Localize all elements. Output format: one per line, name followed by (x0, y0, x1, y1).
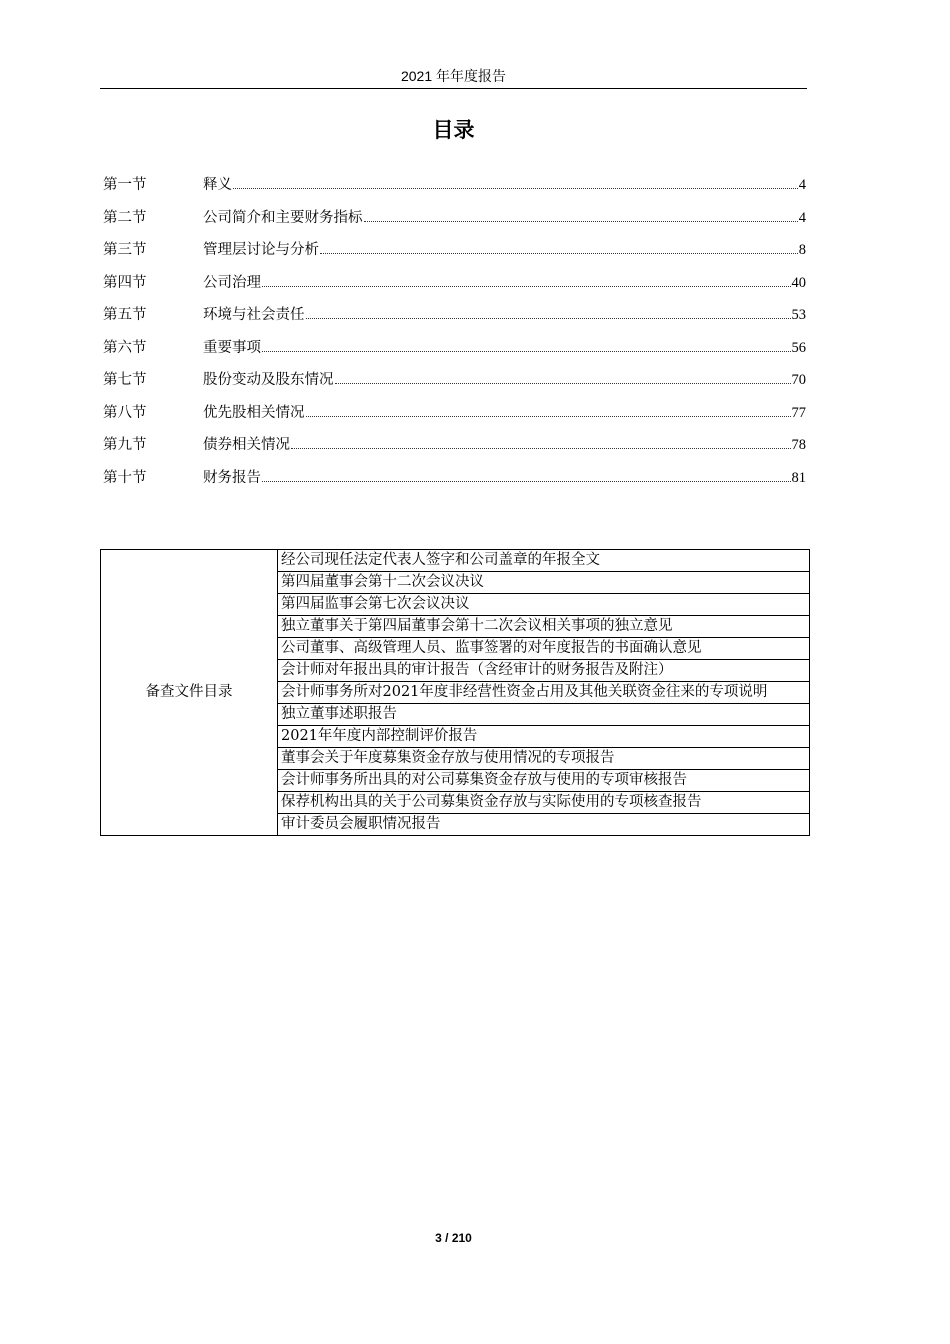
toc-section-title: 财务报告 (203, 469, 261, 486)
toc-section-title: 释义 (203, 177, 232, 193)
toc-page-number: 56 (791, 339, 806, 356)
toc-page-number: 77 (791, 404, 806, 421)
toc-entry[interactable] (103, 207, 806, 240)
toc-entry[interactable] (103, 337, 806, 370)
reference-documents-label: 备查文件目录 (101, 550, 278, 836)
toc-section-title: 公司简介和主要财务指标 (203, 209, 363, 226)
toc-section-title: 优先股相关情况 (203, 404, 305, 421)
toc-section-title: 公司治理 (203, 274, 261, 291)
reference-document-item: 2021年年度内部控制评价报告 (278, 726, 810, 748)
reference-document-item: 经公司现任法定代表人签字和公司盖章的年报全文 (278, 550, 810, 572)
toc-dot-leader (262, 480, 791, 482)
toc-page-number: 53 (791, 307, 806, 323)
toc-page-number: 8 (798, 242, 806, 258)
reference-document-item: 审计委员会履职情况报告 (278, 814, 810, 836)
reference-document-item: 第四届监事会第七次会议决议 (278, 594, 810, 616)
reference-documents-table (100, 549, 810, 836)
page-title: 目录 (432, 118, 475, 142)
toc-section-number: 第三节 (103, 242, 147, 258)
toc-section-title: 重要事项 (203, 339, 261, 356)
toc-page-number: 70 (791, 372, 806, 388)
toc-dot-leader (306, 415, 791, 417)
reference-document-item: 公司董事、高级管理人员、监事签署的对年度报告的书面确认意见 (278, 638, 810, 660)
reference-document-item: 会计师对年报出具的审计报告（含经审计的财务报告及附注） (278, 660, 810, 682)
reference-document-item: 董事会关于年度募集资金存放与使用情况的专项报告 (278, 748, 810, 770)
table-of-contents (103, 174, 806, 499)
toc-section-number: 第二节 (103, 209, 147, 226)
toc-entry[interactable] (103, 272, 806, 305)
running-header: 2021 年年度报告 (400, 68, 507, 84)
toc-entry[interactable] (103, 402, 806, 435)
toc-section-number: 第九节 (103, 437, 147, 453)
toc-page-number: 40 (791, 274, 806, 291)
toc-page-number: 81 (791, 469, 806, 486)
toc-section-number: 第四节 (103, 274, 147, 291)
toc-section-number: 第八节 (103, 404, 147, 421)
toc-page-number: 4 (798, 177, 806, 193)
toc-page-number: 78 (791, 437, 806, 453)
reference-document-item: 第四届董事会第十二次会议决议 (278, 572, 810, 594)
reference-document-item: 会计师事务所出具的对公司募集资金存放与使用的专项审核报告 (278, 770, 810, 792)
toc-dot-leader (291, 447, 791, 449)
page-number-footer: 3 / 210 (435, 1231, 472, 1245)
toc-entry[interactable] (103, 467, 806, 500)
toc-dot-leader (262, 350, 791, 352)
reference-document-item: 独立董事关于第四届董事会第十二次会议相关事项的独立意见 (278, 616, 810, 638)
toc-entry[interactable] (103, 239, 806, 272)
toc-dot-leader (233, 187, 798, 189)
toc-dot-leader (364, 220, 798, 222)
toc-entry[interactable] (103, 174, 806, 207)
toc-entry[interactable] (103, 369, 806, 402)
toc-section-number: 第一节 (103, 177, 147, 193)
toc-dot-leader (320, 252, 798, 254)
toc-dot-leader (335, 382, 791, 384)
toc-section-number: 第七节 (103, 372, 147, 388)
toc-entry[interactable] (103, 434, 806, 467)
toc-section-number: 第六节 (103, 339, 147, 356)
toc-section-title: 环境与社会责任 (203, 307, 305, 323)
reference-document-item: 独立董事述职报告 (278, 704, 810, 726)
toc-section-title: 股份变动及股东情况 (203, 372, 334, 388)
reference-document-item: 保荐机构出具的关于公司募集资金存放与实际使用的专项核查报告 (278, 792, 810, 814)
toc-section-number: 第五节 (103, 307, 147, 323)
toc-entry[interactable] (103, 304, 806, 337)
toc-dot-leader (262, 285, 791, 287)
toc-section-number: 第十节 (103, 469, 147, 486)
header-divider (100, 88, 807, 89)
toc-section-title: 债券相关情况 (203, 437, 290, 453)
toc-section-title: 管理层讨论与分析 (203, 242, 319, 258)
reference-document-item: 会计师事务所对2021年度非经营性资金占用及其他关联资金往来的专项说明 (278, 682, 810, 704)
table-row (101, 550, 810, 572)
toc-dot-leader (306, 317, 791, 319)
toc-page-number: 4 (798, 209, 806, 226)
